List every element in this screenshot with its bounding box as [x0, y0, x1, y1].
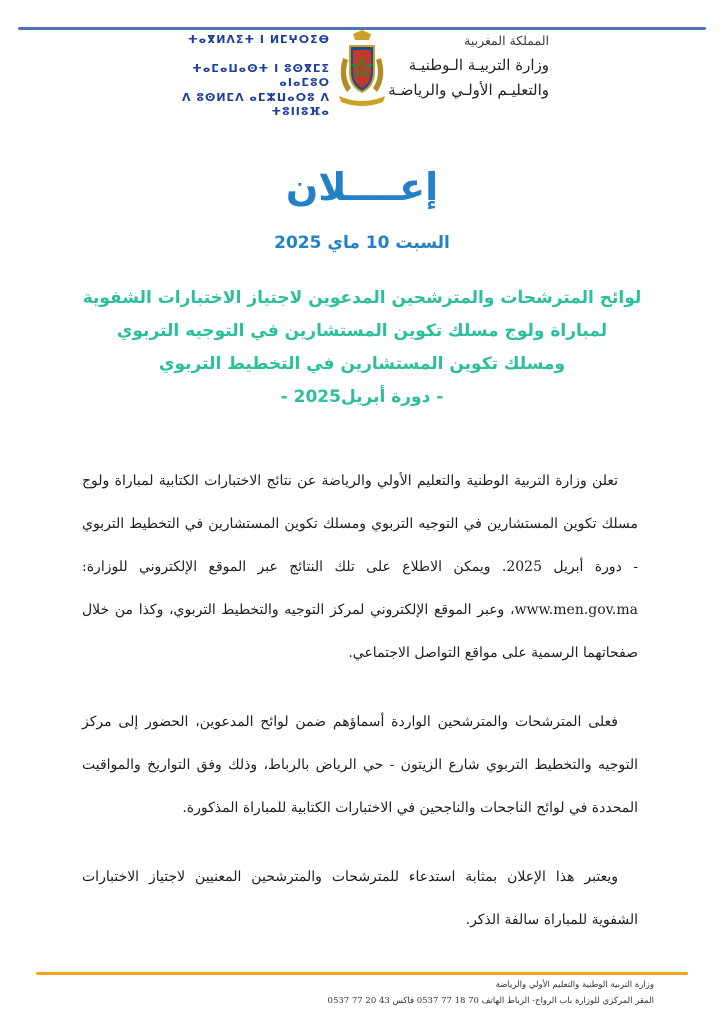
tifinagh-header [160, 33, 330, 120]
tifinagh-line-3: ⴷ ⵓⵙⵍⵎⴷ ⴰⵎⵣⵡⴰⵔⵓ ⴷ ⵜⵓⵏⵏⵓⴼⴰ [182, 91, 330, 118]
subject-line-1: لوائح المترشحات والمترشحين المدعوين لاجتياز الاختبارات الشفوية [82, 288, 642, 308]
kingdom-name: المملكة المغربية [464, 33, 549, 48]
ministry-name-line-1: وزارة التربيـة الـوطنيـة [408, 56, 549, 74]
subject-line-4: - دورة أبريل2025 - [280, 387, 444, 407]
paragraph-1-tail: ، وعبر الموقع الإلكتروني لمركز التوجيه والتخطيط التربوي، وكذا من خلال صفحاتهما الرسمية على مواقع التواصل الاجتماعي. [82, 602, 638, 661]
body-paragraph-3: ويعتبر هذا الإعلان بمثابة استدعاء للمترشحات والمترشحين المعنيين لاجتياز الاختبارات الشفوية للمباراة سالفة الذكر. [82, 869, 638, 928]
announcement-title: إعــــلان [285, 165, 439, 209]
announcement-date: السبت 10 ماي 2025 [274, 233, 450, 253]
announcement-body [82, 460, 638, 968]
ministry-website-link[interactable]: www.men.gov.ma [514, 602, 638, 618]
body-paragraph-2: فعلى المترشحات والمترشحين الواردة أسماؤهم ضمن لوائح المدعوين، الحضور إلى مركز التوجيه والتخطيط التربوي شارع الزيتون - حي الرياض بالرباط، وذلك وفق التواريخ والمواقيت المحددة في لوائح الناجحات والناجحين في الاختبارات الكتابية للمباراة المذكورة. [82, 714, 638, 816]
footer-ministry: وزارة التربية الوطنية والتعليم الأولي والرياضة [495, 980, 654, 990]
ministry-name-line-2: والتعليـم الأولـي والرياضـة [388, 81, 549, 99]
tifinagh-line-1: ⵜⴰⴳⵍⴷⵉⵜ ⵏ ⵍⵎⵖⵔⵉⴱ [187, 33, 330, 46]
footer-address: المقر المركزي للوزارة باب الرواح- الرباط الهاتف 70 18 77 0537 فاكس 43 20 77 0537 [327, 996, 654, 1006]
paragraph-1-text: تعلن وزارة التربية الوطنية والتعليم الأولي والرياضة عن نتائج الاختبارات الكتابية لمباراة ولوج مسلك تكوين المستشارين في التوجيه التربوي ومسلك تكوين المستشارين في التخطيط التربوي - دورة أبريل 2025. ويمكن الاطلاع على تلك النتائج عبر الموقع الإلكتروني للوزارة: [82, 473, 639, 575]
subject-line-3: ومسلك تكوين المستشارين في التخطيط التربوي [158, 354, 566, 374]
arabic-header [369, 33, 549, 103]
subject-line-2: لمباراة ولوج مسلك تكوين المستشارين في التوجيه التربوي [116, 321, 608, 341]
footer-divider [36, 972, 688, 975]
footer [328, 977, 654, 1009]
tifinagh-line-2: ⵜⴰⵎⴰⵡⴰⵙⵜ ⵏ ⵓⵙⴳⵎⵉ ⴰⵏⴰⵎⵓⵔ [192, 62, 330, 89]
announcement-subject [40, 282, 684, 414]
body-paragraph-1 [82, 460, 638, 675]
